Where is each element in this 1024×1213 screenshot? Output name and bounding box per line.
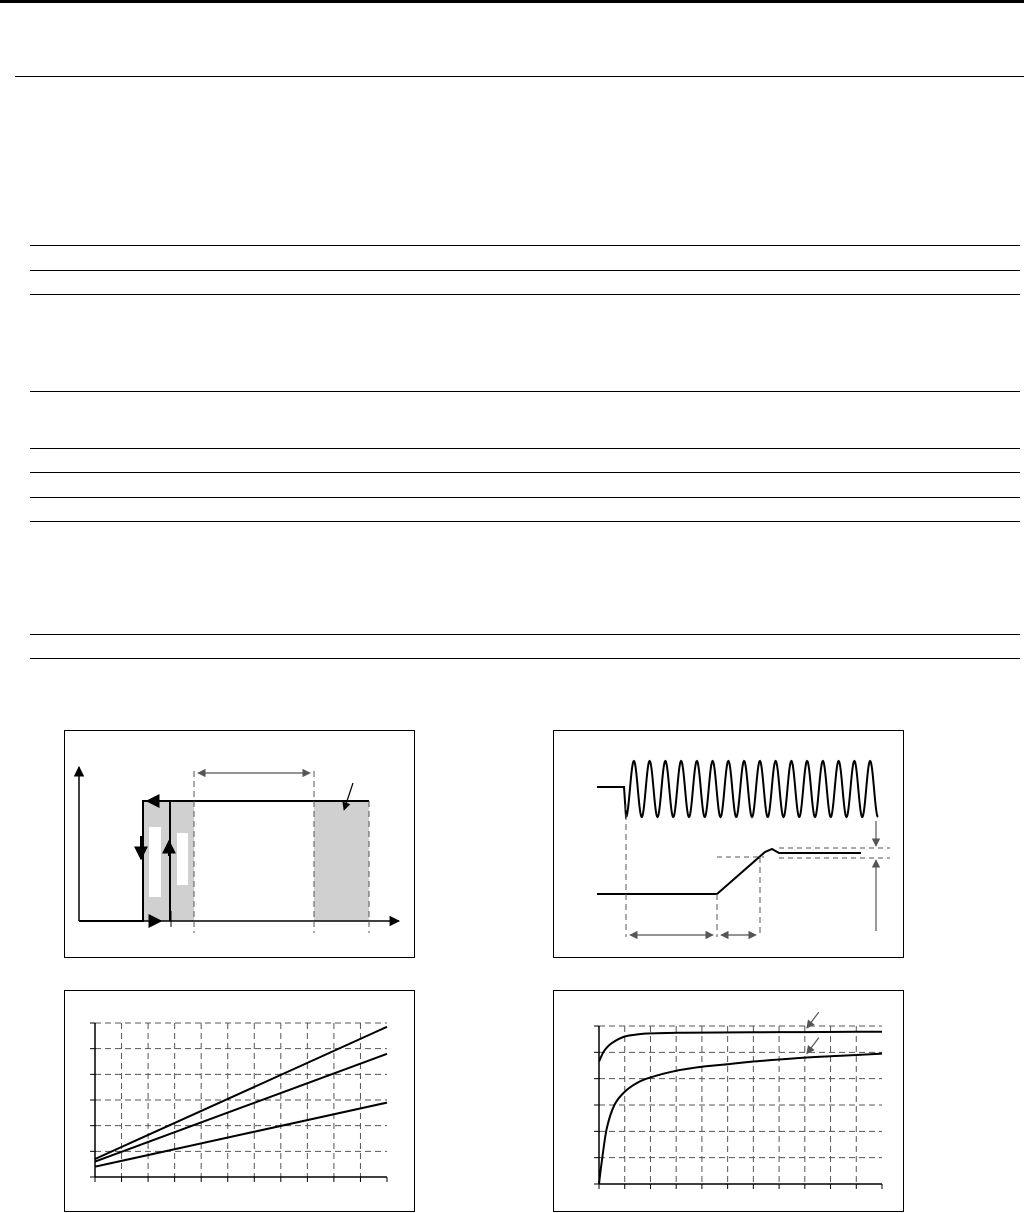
timing-diagram-panel (64, 730, 415, 958)
saturation-graph-panel (553, 990, 904, 1212)
series-line-1 (599, 1032, 882, 1062)
series-line-1 (95, 1027, 387, 1159)
table-rule (30, 472, 1020, 473)
curve-pointer-arrow (807, 1038, 819, 1054)
white-bar (149, 827, 161, 897)
table-rule (30, 497, 1020, 498)
table-rule (30, 270, 1020, 271)
linear-graph (65, 991, 416, 1213)
plot-grid (599, 1026, 882, 1184)
series-line-2 (95, 1054, 387, 1162)
table-rule (30, 245, 1020, 246)
top-rule (0, 0, 1024, 3)
oscillator-waveform (597, 761, 878, 817)
series-line-3 (95, 1103, 387, 1167)
output-ramp (597, 849, 861, 894)
table-rule (30, 448, 1020, 449)
saturation-graph (554, 991, 905, 1213)
table-rule (30, 521, 1020, 522)
table-rule (30, 658, 1020, 659)
header-rule (15, 76, 1024, 77)
table-rule (30, 294, 1020, 295)
startup-waveform-panel (553, 730, 904, 958)
shaded-region (314, 801, 369, 921)
linear-graph-panel (64, 990, 415, 1212)
white-bar (177, 833, 188, 885)
startup-waveform (554, 731, 905, 959)
timing-diagram (65, 731, 416, 959)
table-rule (30, 391, 1020, 392)
table-rule (30, 634, 1020, 635)
series-line-2 (599, 1054, 882, 1184)
